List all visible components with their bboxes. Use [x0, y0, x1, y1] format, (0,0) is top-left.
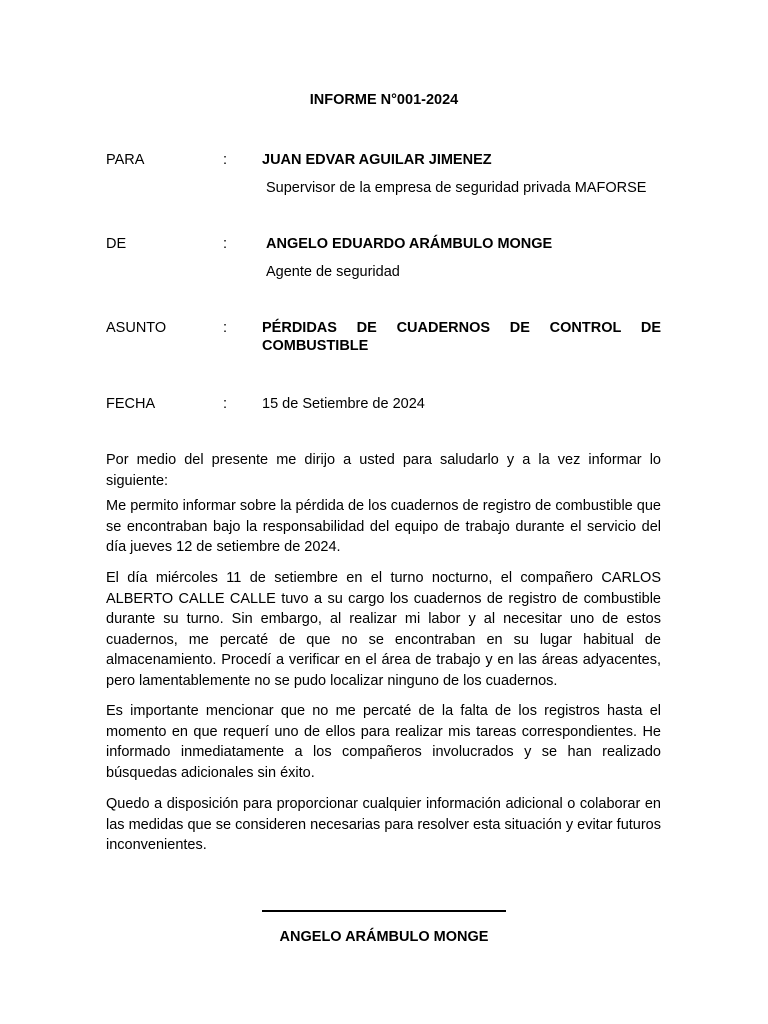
fecha-value: 15 de Setiembre de 2024 — [262, 396, 425, 412]
para-colon: : — [223, 152, 228, 168]
fecha-label: FECHA — [106, 396, 156, 412]
body-paragraph: Quedo a disposición para proporcionar cualquier información adicional o colaborar en las medidas que se consideren necesarias para resolver esta situación y evitar futuros inconvenientes. — [106, 796, 661, 853]
report-title: INFORME N°001-2024 — [309, 92, 459, 108]
asunto-line-2: COMBUSTIBLE — [262, 338, 369, 354]
asunto-label: ASUNTO — [106, 320, 167, 336]
de-role: Agente de seguridad — [266, 264, 400, 280]
body-paragraph: Es importante mencionar que no me percaté de la falta de los registros hasta el momento en que requerí uno de ellos para realizar mis tareas correspondientes. He informado inmediatamente a los compañeros involucrados y se han realizado búsquedas adicionales sin éxito. — [106, 703, 661, 781]
fecha-colon: : — [223, 396, 228, 412]
asunto-line-1: PÉRDIDAS DE CUADERNOS DE CONTROL DE — [262, 320, 661, 336]
body-paragraph: Por medio del presente me dirijo a usted para saludarlo y a la vez informar lo siguiente: — [106, 452, 661, 489]
signature-line — [262, 910, 506, 912]
de-colon: : — [223, 236, 228, 252]
para-name: JUAN EDVAR AGUILAR JIMENEZ — [262, 152, 492, 168]
body-paragraph: El día miércoles 11 de setiembre en el turno nocturno, el compañero CARLOS ALBERTO CALLE CALLE tuvo a su cargo los cuadernos de registro de combustible durante su turno. Sin embargo, al realizar mi labor y al necesitar uno de estos cuadernos, me percaté de que no se encontraban en su lugar habitual de almacenamiento. Procedí a verificar en el área de trabajo y en las áreas adyacentes, pero lamentablemente no se pudo localizar ninguno de los cuadernos. — [106, 570, 661, 689]
asunto-colon: : — [223, 320, 228, 336]
para-label: PARA — [106, 152, 145, 168]
para-role: Supervisor de la empresa de seguridad privada MAFORSE — [266, 180, 647, 196]
de-label: DE — [106, 236, 127, 252]
de-name: ANGELO EDUARDO ARÁMBULO MONGE — [266, 236, 553, 252]
signature-name: ANGELO ARÁMBULO MONGE — [279, 929, 489, 945]
body-paragraph: Me permito informar sobre la pérdida de los cuadernos de registro de combustible que se encontraban bajo la responsabilidad del equipo de trabajo durante el servicio del día jueves 12 de setiembre de 2024. — [106, 498, 661, 555]
